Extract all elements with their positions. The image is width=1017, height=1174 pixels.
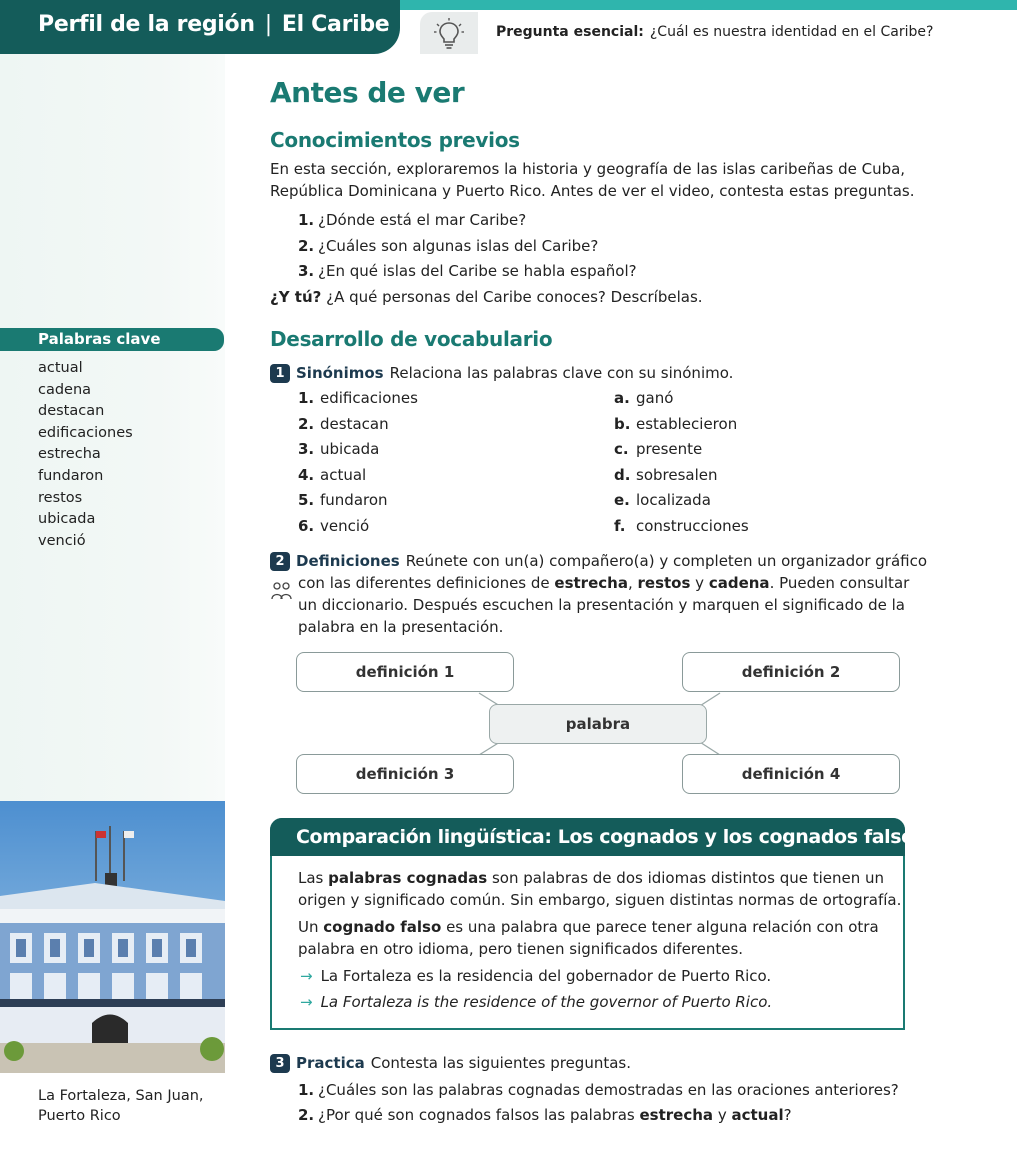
item-letter: d.: [614, 465, 631, 484]
item-letter: a.: [614, 389, 630, 407]
text-run: y: [690, 574, 709, 592]
list-item: [298, 412, 418, 438]
keyword-item: edificaciones: [38, 424, 133, 441]
keywords-title: Palabras clave: [38, 330, 161, 348]
pair-work-icon: [271, 582, 293, 600]
bold-word: palabras cognadas: [328, 869, 488, 887]
activity-number-badge: 3: [270, 1054, 290, 1073]
caption-line: La Fortaleza, San Juan,: [38, 1088, 204, 1104]
list-item: [298, 1103, 899, 1128]
text-line: palabra en la presentación.: [298, 618, 504, 636]
la-fortaleza-photo: [0, 801, 225, 1073]
lightbulb-tab: [420, 12, 478, 54]
header-accent-line: [400, 0, 1017, 10]
activity-3-header: [270, 1052, 631, 1074]
activity-2-text: [298, 572, 909, 638]
y-tu-text: ¿A qué personas del Caribe conoces? Descríbelas.: [326, 288, 703, 306]
item-text: venció: [320, 516, 370, 535]
text-run: Un: [298, 918, 324, 936]
item-number: 2.: [298, 414, 315, 433]
item-number: 4.: [298, 465, 315, 484]
example-text: La Fortaleza is the residence of the governor of Puerto Rico.: [320, 993, 773, 1011]
text-line: [298, 572, 909, 594]
activity-instruction: Relaciona las palabras clave con su sinónimo.: [389, 364, 734, 382]
keywords-list: [38, 358, 133, 552]
comparison-title: Comparación lingüística: Los cognados y los cognados falsos: [296, 826, 925, 848]
vocab-heading: Desarrollo de vocabulario: [270, 327, 553, 351]
arrow-right-icon: →: [300, 993, 313, 1011]
organizer-definition-4: definición 4: [682, 754, 900, 794]
text-line: palabra en otro idioma, pero tienen significados diferentes.: [298, 940, 744, 958]
synonyms-right-column: [614, 386, 749, 540]
bold-word: cadena: [708, 574, 770, 592]
activity-number-badge: 2: [270, 552, 290, 571]
activity-instruction: Contesta las siguientes preguntas.: [370, 1054, 631, 1072]
list-item: [298, 208, 637, 234]
bold-word: cognado falso: [323, 918, 442, 936]
header-title: [38, 12, 389, 37]
text-line: [298, 916, 879, 938]
organizer-definition-3: definición 3: [296, 754, 514, 794]
text-run: ,: [627, 574, 638, 592]
list-item: [614, 412, 749, 438]
item-letter: f.: [614, 516, 626, 535]
item-number: 1.: [298, 211, 315, 229]
list-item: [614, 386, 749, 412]
list-item: [298, 259, 637, 285]
item-text: ¿En qué islas del Caribe se habla español?: [318, 262, 637, 280]
item-number: 6.: [298, 516, 315, 535]
keyword-item: actual: [38, 360, 83, 376]
section-label: Perfil de la región: [38, 12, 255, 37]
item-letter: e.: [614, 491, 630, 510]
text-run: ?: [783, 1106, 792, 1124]
y-tu-prompt: [270, 286, 703, 308]
prior-questions-list: [298, 208, 637, 285]
prior-knowledge-heading: Conocimientos previos: [270, 128, 520, 152]
item-text: ¿Dónde está el mar Caribe?: [318, 211, 527, 229]
header-separator: |: [264, 12, 272, 37]
keyword-item: estrecha: [38, 446, 101, 463]
list-item: [614, 437, 749, 463]
item-text: localizada: [636, 491, 711, 510]
organizer-definition-2: definición 2: [682, 652, 900, 692]
essential-question-label: Pregunta esencial:: [496, 24, 644, 40]
item-text: destacan: [320, 414, 389, 433]
prior-knowledge-intro: [270, 158, 914, 202]
lightbulb-icon: [434, 18, 464, 50]
activity-number-badge: 1: [270, 364, 290, 383]
item-number: 1.: [298, 389, 315, 407]
example-text: La Fortaleza es la residencia del gobernador de Puerto Rico.: [320, 967, 772, 985]
item-number: 1.: [298, 1081, 315, 1099]
item-number: 2.: [298, 236, 315, 255]
text-run: son palabras de dos idiomas distintos que tienen un: [487, 869, 885, 887]
region-label: El Caribe: [281, 12, 390, 37]
arrow-right-icon: →: [300, 967, 313, 985]
list-item: [614, 514, 749, 540]
y-tu-label: ¿Y tú?: [270, 288, 322, 306]
text-line: un diccionario. Después escuchen la presentación y marquen el significado de la: [298, 596, 905, 614]
item-text: fundaron: [320, 491, 388, 510]
text-run: es una palabra que parece tener alguna relación con otra: [441, 918, 879, 936]
item-text: construcciones: [636, 516, 749, 535]
comparison-example-english: [300, 991, 772, 1013]
text-run: . Pueden consultar: [769, 574, 910, 592]
bold-word: actual: [731, 1106, 784, 1124]
activity-instruction: Reúnete con un(a) compañero(a) y completen un organizador gráfico: [405, 552, 928, 570]
text-line: origen y significado común. Sin embargo, siguen distintas normas de ortografía.: [298, 891, 902, 909]
intro-line: República Dominicana y Puerto Rico. Antes de ver el video, contesta estas preguntas.: [270, 182, 915, 200]
keyword-item: venció: [38, 532, 86, 549]
text-run: y: [713, 1106, 732, 1124]
item-text: sobresalen: [636, 465, 718, 484]
activity-1-header: [270, 362, 733, 384]
organizer-center-word: palabra: [489, 704, 707, 744]
item-text: ganó: [636, 389, 674, 407]
item-letter: b.: [614, 414, 631, 433]
item-number: 2.: [298, 1106, 315, 1124]
keyword-item: cadena: [38, 381, 92, 398]
text-line: [298, 867, 901, 889]
item-number: 3.: [298, 262, 315, 280]
activity-title: Practica: [296, 1054, 365, 1072]
item-text: ubicada: [320, 440, 380, 459]
page-title: Antes de ver: [270, 76, 465, 109]
item-text: actual: [320, 465, 367, 484]
list-item: [298, 488, 418, 514]
item-letter: c.: [614, 440, 629, 459]
keyword-item: destacan: [38, 403, 105, 420]
item-text: presente: [636, 440, 703, 459]
essential-question-text: ¿Cuál es nuestra identidad en el Caribe?: [649, 24, 934, 40]
activity-title: Sinónimos: [296, 364, 384, 382]
bold-word: estrecha: [554, 574, 628, 592]
comparison-paragraph-2: [298, 916, 879, 960]
comparison-paragraph-1: [298, 867, 901, 911]
keyword-item: restos: [38, 489, 83, 506]
item-text: ¿Cuáles son algunas islas del Caribe?: [318, 236, 599, 255]
comparison-example-spanish: [300, 965, 771, 987]
item-number: 3.: [298, 440, 315, 459]
item-number: 5.: [298, 491, 315, 510]
item-text: establecieron: [636, 414, 738, 433]
list-item: [298, 234, 637, 260]
intro-line: En esta sección, exploraremos la historia y geografía de las islas caribeñas de Cuba,: [270, 160, 906, 178]
bold-word: estrecha: [639, 1106, 714, 1124]
activity-title: Definiciones: [296, 552, 400, 570]
text-run: Las: [298, 869, 329, 887]
list-item: [298, 437, 418, 463]
list-item: [614, 488, 749, 514]
practice-questions-list: [298, 1078, 899, 1128]
list-item: [298, 1078, 899, 1103]
item-text: edificaciones: [320, 389, 418, 407]
synonyms-left-column: [298, 386, 418, 540]
list-item: [298, 514, 418, 540]
bold-word: restos: [637, 574, 691, 592]
activity-2-header: [270, 550, 927, 572]
list-item: [298, 463, 418, 489]
keyword-item: fundaron: [38, 467, 104, 484]
organizer-definition-1: definición 1: [296, 652, 514, 692]
item-text: ¿Cuáles son las palabras cognadas demostradas en las oraciones anteriores?: [318, 1081, 899, 1099]
text-run: ¿Por qué son cognados falsos las palabras: [318, 1106, 640, 1124]
photo-caption: [38, 1086, 204, 1126]
essential-question: [496, 24, 933, 40]
text-run: con las diferentes definiciones de: [298, 574, 555, 592]
list-item: [614, 463, 749, 489]
list-item: [298, 386, 418, 412]
keyword-item: ubicada: [38, 511, 96, 528]
caption-line: Puerto Rico: [38, 1108, 121, 1124]
